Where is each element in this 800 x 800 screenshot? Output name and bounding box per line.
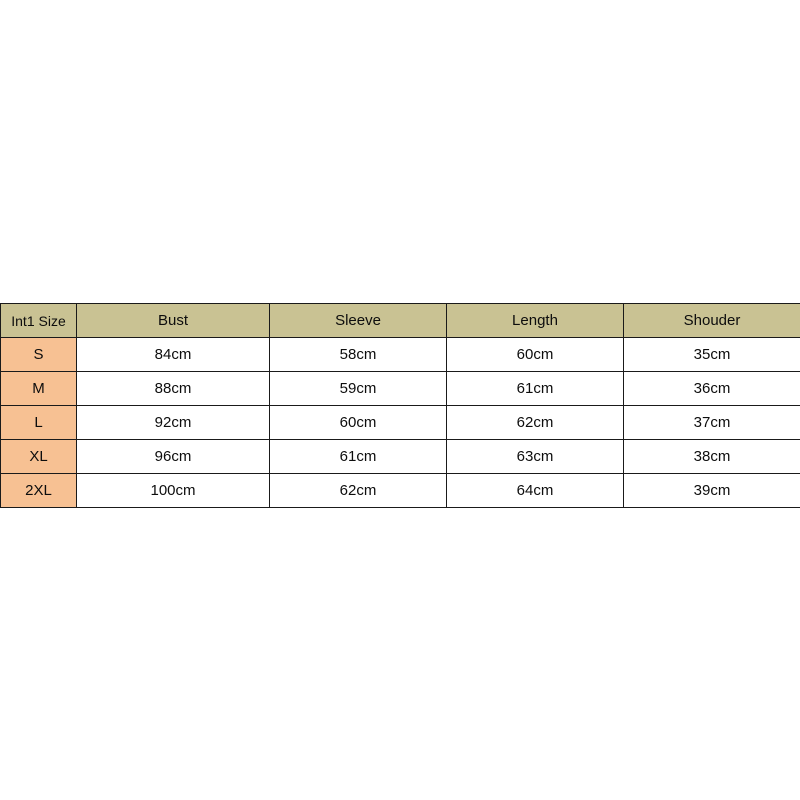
shoulder-value: 35cm <box>624 338 800 372</box>
column-header-size: Int1 Size <box>1 304 77 338</box>
table-row <box>1 474 800 508</box>
column-header-shoulder: Shouder <box>624 304 800 338</box>
column-header-sleeve: Sleeve <box>270 304 447 338</box>
length-value: 63cm <box>447 440 624 474</box>
table-body <box>1 338 800 508</box>
size-label: M <box>1 372 77 406</box>
column-header-length: Length <box>447 304 624 338</box>
length-value: 62cm <box>447 406 624 440</box>
sleeve-value: 62cm <box>270 474 447 508</box>
table-row <box>1 372 800 406</box>
bust-value: 96cm <box>77 440 270 474</box>
table-header <box>1 304 800 338</box>
length-value: 60cm <box>447 338 624 372</box>
size-label: L <box>1 406 77 440</box>
column-header-bust: Bust <box>77 304 270 338</box>
table-row <box>1 440 800 474</box>
size-label: S <box>1 338 77 372</box>
bust-value: 100cm <box>77 474 270 508</box>
shoulder-value: 39cm <box>624 474 800 508</box>
table-header-row <box>1 304 800 338</box>
sleeve-value: 61cm <box>270 440 447 474</box>
table-row <box>1 338 800 372</box>
table-row <box>1 406 800 440</box>
shoulder-value: 37cm <box>624 406 800 440</box>
length-value: 64cm <box>447 474 624 508</box>
shoulder-value: 38cm <box>624 440 800 474</box>
size-chart-table <box>0 303 800 508</box>
sleeve-value: 59cm <box>270 372 447 406</box>
bust-value: 88cm <box>77 372 270 406</box>
bust-value: 92cm <box>77 406 270 440</box>
bust-value: 84cm <box>77 338 270 372</box>
length-value: 61cm <box>447 372 624 406</box>
size-chart-container <box>0 303 800 508</box>
size-label: XL <box>1 440 77 474</box>
sleeve-value: 58cm <box>270 338 447 372</box>
size-label: 2XL <box>1 474 77 508</box>
sleeve-value: 60cm <box>270 406 447 440</box>
shoulder-value: 36cm <box>624 372 800 406</box>
